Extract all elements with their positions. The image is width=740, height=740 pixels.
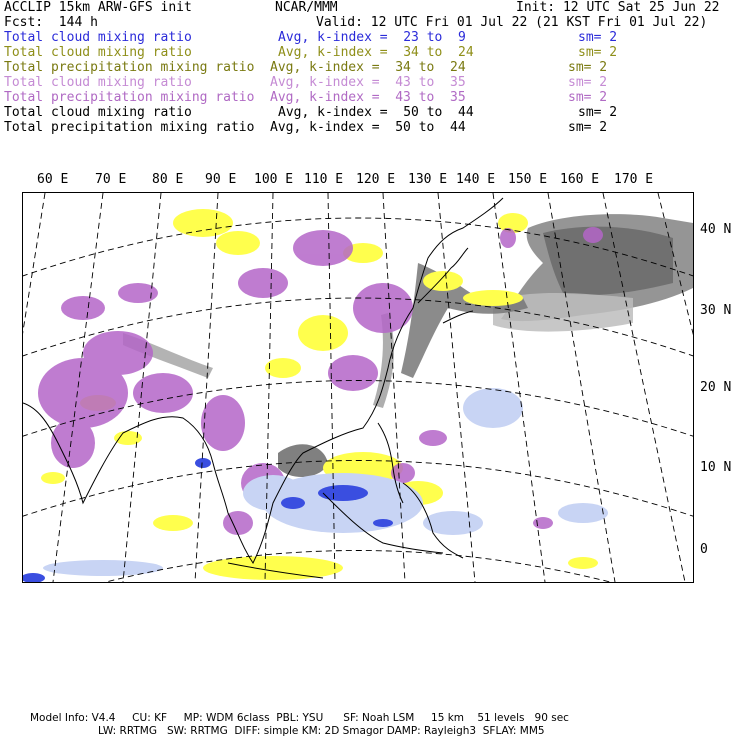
legend-smoothing: sm= 2: [578, 45, 618, 60]
valid-time: Valid: 12 UTC Fri 01 Jul 22 (21 KST Fri 01 Jul 22): [316, 15, 708, 30]
legend-smoothing: sm= 2: [578, 30, 618, 45]
init-time: Init: 12 UTC Sat 25 Jun 22: [516, 0, 720, 15]
longitude-label: 100 E: [254, 172, 294, 187]
map-panel: [22, 192, 694, 583]
latitude-label: 20 N: [700, 380, 732, 395]
legend-range: Avg, k-index = 34 to 24: [270, 60, 466, 75]
longitude-label: 130 E: [408, 172, 448, 187]
latitude-label: 0: [700, 542, 708, 557]
legend-smoothing: sm= 2: [568, 60, 608, 75]
footer-physics-info: LW: RRTMG SW: RRTMG DIFF: simple KM: 2D Smagor DAMP: Rayleigh3 SFLAY: MM5: [98, 725, 545, 737]
longitude-label: 150 E: [508, 172, 548, 187]
latitude-label: 40 N: [700, 222, 732, 237]
legend-field: Total cloud mixing ratio: [4, 105, 192, 120]
legend-field: Total cloud mixing ratio: [4, 75, 192, 90]
longitude-label: 170 E: [614, 172, 654, 187]
model-title: ACCLIP 15km ARW-GFS init: [4, 0, 192, 15]
longitude-label: 110 E: [304, 172, 344, 187]
legend-range: Avg, k-index = 34 to 24: [278, 45, 474, 60]
longitude-label: 80 E: [152, 172, 184, 187]
legend-field: Total precipitation mixing ratio: [4, 120, 255, 135]
legend-range: Avg, k-index = 50 to 44: [270, 120, 466, 135]
latitude-label: 30 N: [700, 303, 732, 318]
longitude-label: 70 E: [95, 172, 127, 187]
legend-field: Total precipitation mixing ratio: [4, 90, 255, 105]
longitude-label: 60 E: [37, 172, 69, 187]
legend-field: Total cloud mixing ratio: [4, 45, 192, 60]
legend-smoothing: sm= 2: [568, 75, 608, 90]
legend-smoothing: sm= 2: [578, 105, 618, 120]
longitude-label: 90 E: [205, 172, 237, 187]
footer-model-info: Model Info: V4.4 CU: KF MP: WDM 6class PBL: YSU SF: Noah LSM 15 km 51 levels 90 sec: [30, 712, 569, 724]
legend-range: Avg, k-index = 43 to 35: [270, 90, 466, 105]
forecast-hour: Fcst: 144 h: [4, 15, 98, 30]
legend-smoothing: sm= 2: [568, 90, 608, 105]
longitude-label: 140 E: [456, 172, 496, 187]
legend-field: Total cloud mixing ratio: [4, 30, 192, 45]
legend-smoothing: sm= 2: [568, 120, 608, 135]
map-canvas: [23, 193, 693, 582]
legend-range: Avg, k-index = 43 to 35: [270, 75, 466, 90]
organization-label: NCAR/MMM: [275, 0, 338, 15]
longitude-label: 160 E: [560, 172, 600, 187]
legend-range: Avg, k-index = 23 to 9: [278, 30, 466, 45]
longitude-label: 120 E: [356, 172, 396, 187]
legend-field: Total precipitation mixing ratio: [4, 60, 255, 75]
latitude-label: 10 N: [700, 460, 732, 475]
legend-range: Avg, k-index = 50 to 44: [278, 105, 474, 120]
